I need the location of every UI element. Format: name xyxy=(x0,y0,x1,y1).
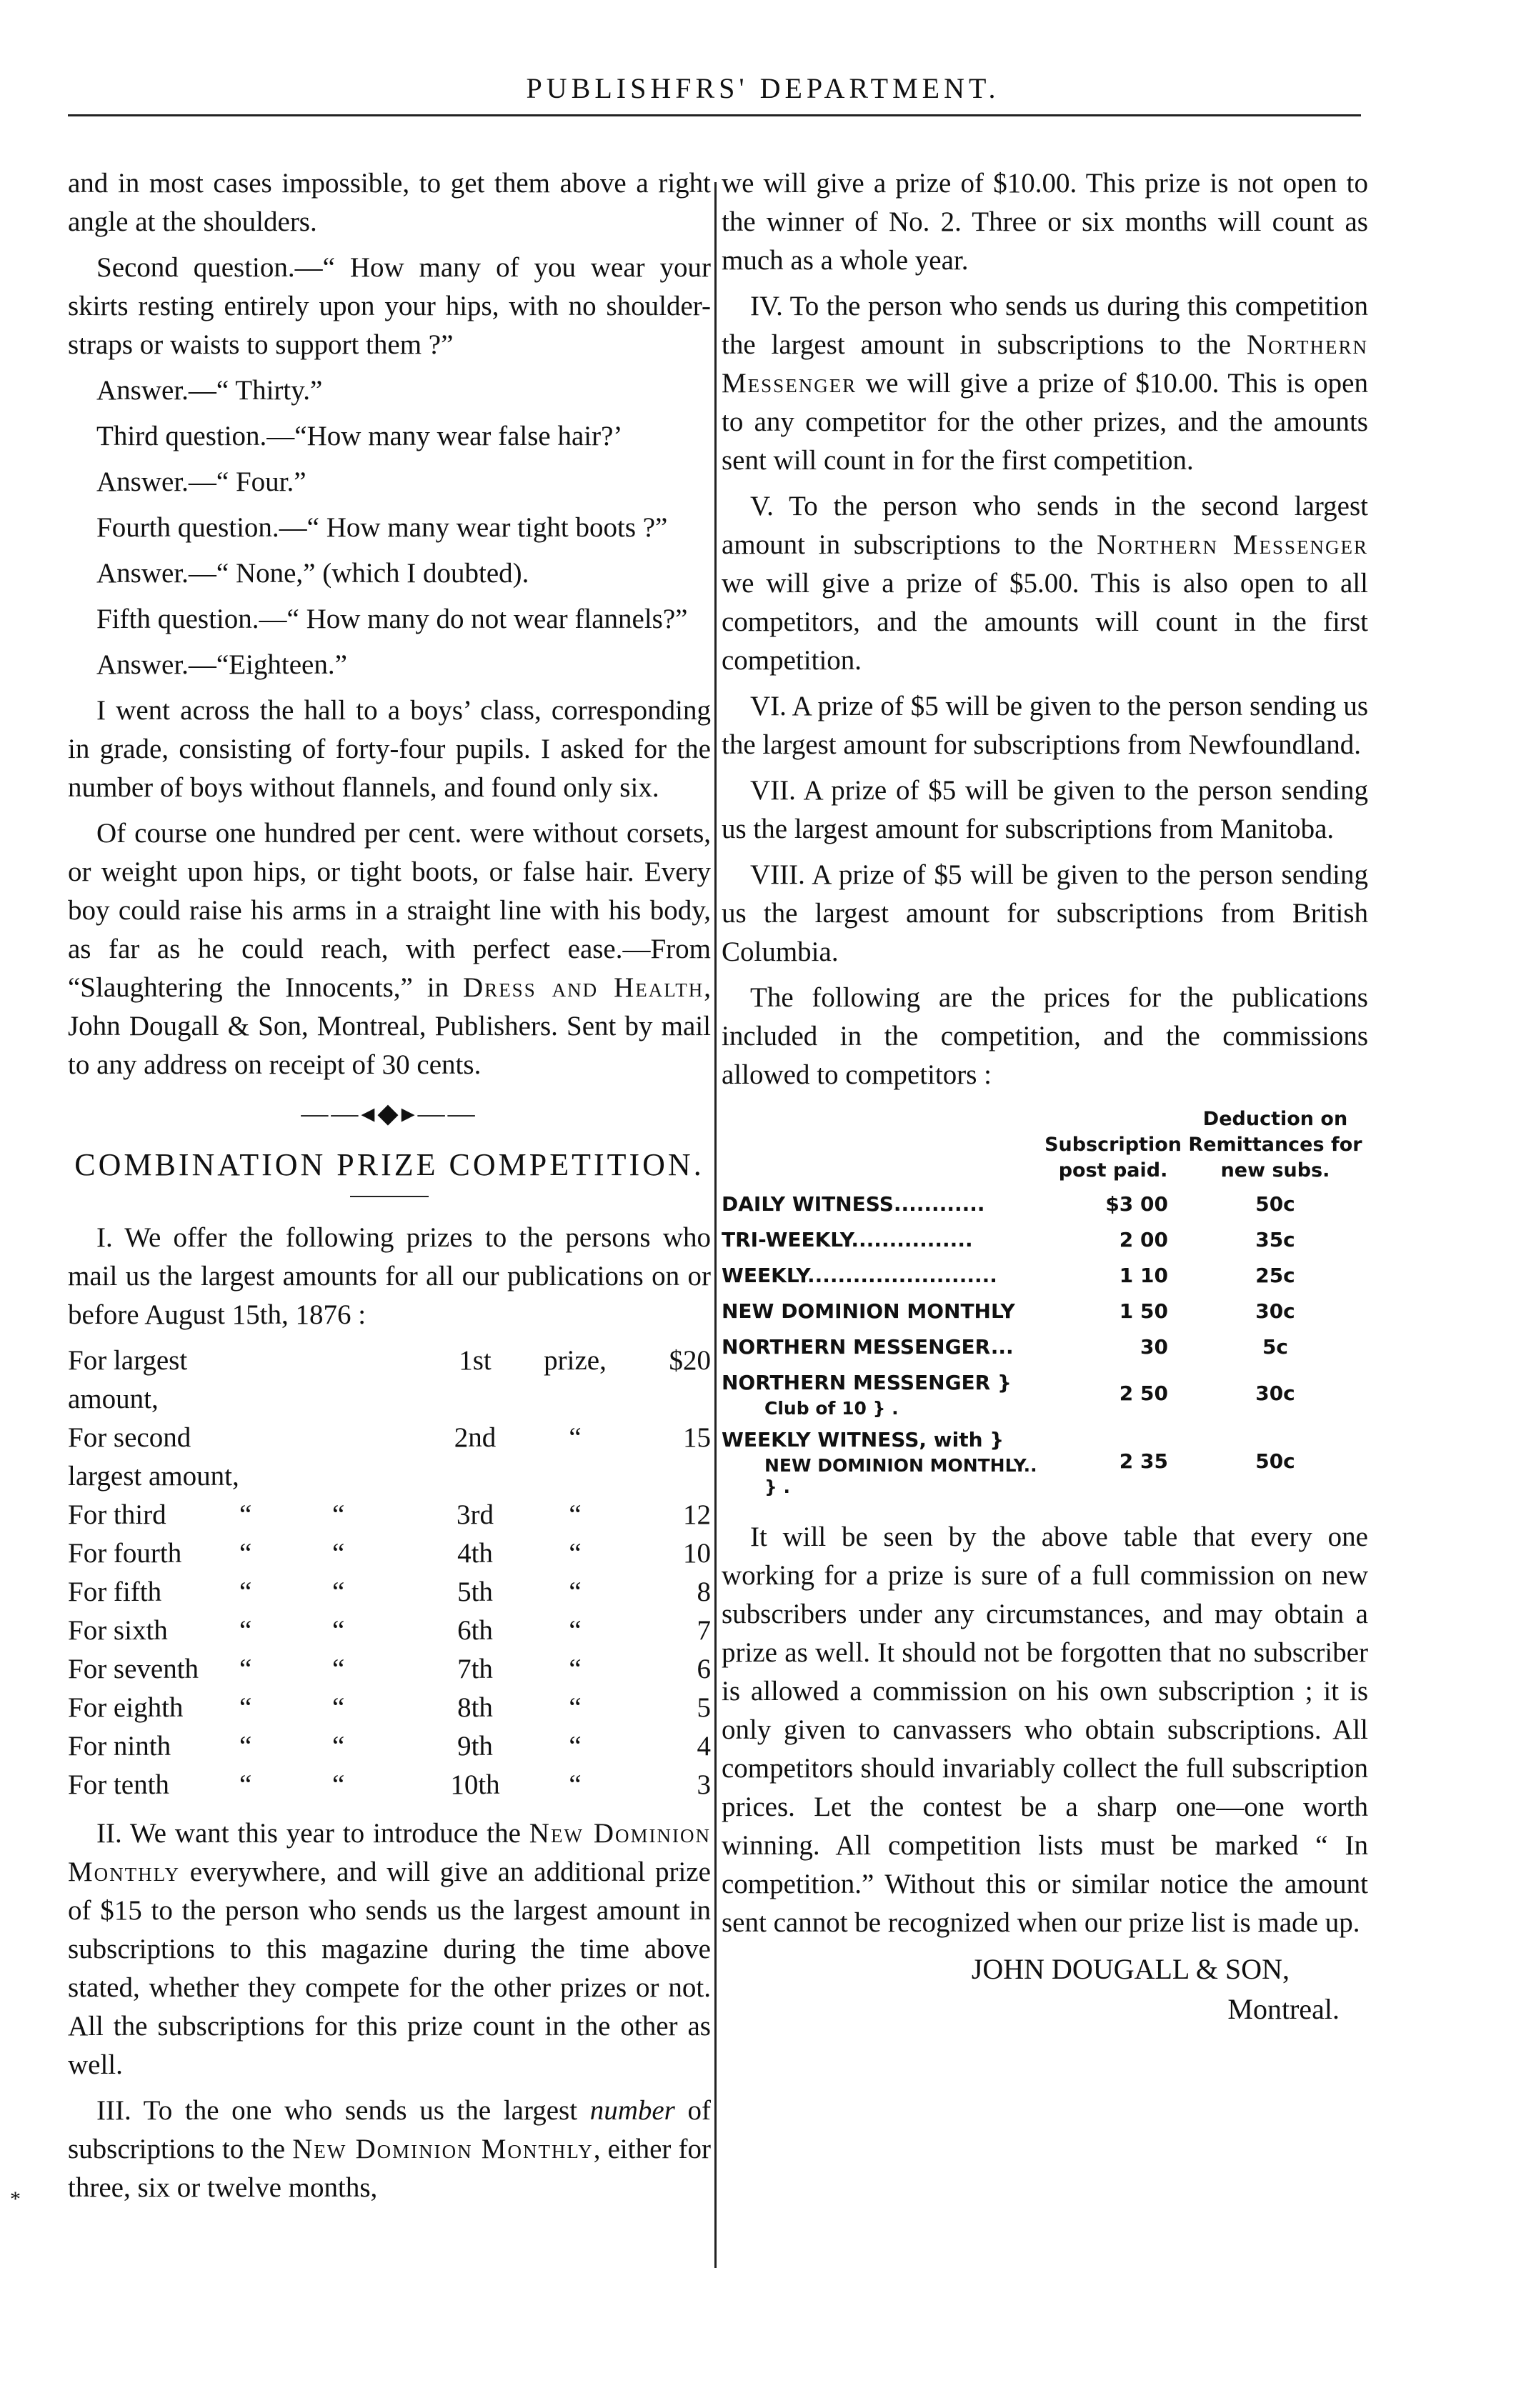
table-row xyxy=(68,1766,711,1804)
prize-label: For seventh xyxy=(68,1654,199,1684)
prize-amount: 12 xyxy=(683,1499,711,1530)
deduction-cell: 50c xyxy=(1255,1449,1295,1473)
publication-title: Northern Messenger xyxy=(722,329,1368,399)
paragraph: Fourth question.—“ How many wear tight boots ?” xyxy=(96,512,668,543)
paragraph: The following are the prices for the publications included in the competition, and the commissions allowed to competitors : xyxy=(722,982,1368,1090)
ditto-mark: “ xyxy=(332,1538,345,1569)
text: , either for three, six or twelve months, xyxy=(68,2134,711,2203)
margin-mark: * xyxy=(10,2187,21,2211)
paragraph: Answer.—“ None,” (which I doubted). xyxy=(96,558,529,589)
paragraph: Answer.—“ Thirty.” xyxy=(96,375,323,406)
prize-label: For second largest amount, xyxy=(68,1422,239,1492)
text: we will give a prize of $5.00. This is also open to all competitors, and the amounts will count in the first competition. xyxy=(722,568,1368,676)
column-header: Deduction on Remittances for new subs. xyxy=(1188,1108,1362,1181)
deduction-cell: 30c xyxy=(1255,1382,1295,1405)
ditto-mark xyxy=(239,1419,332,1496)
prize-amount: 10 xyxy=(683,1538,711,1569)
text: Of course one hundred per cent. were without corsets, or weight upon hips, or tight boots, or false hair. Every boy could raise his arms in a straight line with his body, as far as he could reach, with perfect ease.—From “Slaughtering the Innocents,” in xyxy=(68,818,711,1003)
paragraph: It will be seen by the above table that every one working for a prize is sure of a full commission on new subscribers under any circumstances, and may obtain a prize as well. It should not be forgotten that no subscriber is allowed a commission on his own subscription ; it is only given to canvassers who obtain subscriptions. All competitors should invariably collect the full subscription prices. Let the contest be a sharp one—one worth winning. All competition lists must be marked “ In competition.” Without this or similar notice the amount sent cannot be recognized when our prize list is made up. xyxy=(722,1522,1368,1938)
prize-amount: 8 xyxy=(697,1577,711,1607)
ditto-mark: “ xyxy=(239,1769,252,1800)
prize-label: For largest amount, xyxy=(68,1345,188,1414)
publication-name-cell xyxy=(722,1365,1044,1422)
publication-subname: NEW DOMINION MONTHLY.. } . xyxy=(764,1455,1037,1497)
paragraph xyxy=(722,487,1368,680)
table-row xyxy=(722,1222,1368,1258)
paragraph: Answer.—“Eighteen.” xyxy=(96,649,347,680)
short-rule xyxy=(350,1196,429,1197)
paragraph: we will give a prize of $10.00. This prize is not open to the winner of No. 2. Three or six months will count as much as a whole year. xyxy=(722,168,1368,276)
publication-name: DAILY WITNESS............ xyxy=(722,1192,985,1216)
ditto-mark: “ xyxy=(239,1538,252,1569)
deduction-cell: 35c xyxy=(1255,1228,1295,1252)
signature xyxy=(722,1949,1368,2029)
prize-label: For fifth xyxy=(68,1577,162,1607)
prize-label: For fourth xyxy=(68,1538,182,1569)
text: of subscriptions to the xyxy=(68,2095,711,2164)
paragraph: Second question.—“ How many of you wear your skirts resting entirely upon your hips, with no shoulder-straps or waists to support them ?” xyxy=(68,252,711,360)
deduction-cell: 5c xyxy=(1262,1335,1289,1359)
publication-name: NORTHERN MESSENGER... xyxy=(722,1335,1014,1359)
paragraph xyxy=(68,814,711,1084)
ditto-mark: “ xyxy=(332,1731,345,1762)
publication-name-cell xyxy=(722,1222,1044,1258)
prize-word: “ xyxy=(569,1538,582,1569)
paragraph: Fifth question.—“ How many do not wear flannels?” xyxy=(96,604,688,634)
publication-name-cell xyxy=(722,1186,1044,1222)
text: III. To the one who sends us the largest xyxy=(96,2095,590,2126)
publication-subname: Club of 10 } . xyxy=(764,1398,899,1419)
deduction-cell: 30c xyxy=(1255,1299,1295,1323)
prize-ordinal: 5th xyxy=(457,1577,493,1607)
ditto-mark: “ xyxy=(239,1577,252,1607)
table-row xyxy=(722,1294,1368,1329)
prize-ordinal: 8th xyxy=(457,1692,493,1723)
ditto-mark: “ xyxy=(332,1654,345,1684)
ditto-mark: “ xyxy=(239,1499,252,1530)
table-row xyxy=(68,1573,711,1612)
prize-label: For sixth xyxy=(68,1615,168,1646)
prize-word: “ xyxy=(569,1422,582,1453)
text: II. We want this year to introduce the xyxy=(96,1818,529,1849)
text: IV. To the person who sends us during this competition the largest amount in subscriptions to the xyxy=(722,291,1368,360)
price-cell: 2 50 xyxy=(1119,1382,1168,1405)
publication-name: TRI-WEEKLY................ xyxy=(722,1228,973,1252)
column-header: Subscription post paid. xyxy=(1044,1134,1182,1181)
ditto-mark: “ xyxy=(332,1692,345,1723)
ditto-mark: “ xyxy=(239,1692,252,1723)
publication-name-cell xyxy=(722,1422,1044,1501)
prize-table xyxy=(68,1342,711,1804)
ornament-divider: ——◂◆▸—— xyxy=(301,1099,478,1129)
deduction-cell: 50c xyxy=(1255,1192,1295,1216)
publication-name: NORTHERN MESSENGER } xyxy=(722,1371,1012,1394)
prize-amount: 3 xyxy=(697,1769,711,1800)
publication-title: New Dominion Monthly xyxy=(68,1818,711,1887)
price-cell: 1 50 xyxy=(1119,1299,1168,1323)
publication-title: Dress and Health xyxy=(463,972,704,1003)
table-row xyxy=(68,1727,711,1766)
prize-label: For eighth xyxy=(68,1692,184,1723)
prize-amount: 5 xyxy=(697,1692,711,1723)
price-cell: 1 10 xyxy=(1119,1264,1168,1287)
table-row xyxy=(68,1496,711,1534)
prize-ordinal: 6th xyxy=(457,1615,493,1646)
emphasis: number xyxy=(589,2095,675,2126)
ditto-mark xyxy=(332,1342,425,1419)
prize-word: “ xyxy=(569,1731,582,1762)
prize-amount: 4 xyxy=(697,1731,711,1762)
ditto-mark: “ xyxy=(332,1577,345,1607)
paragraph: and in most cases impossible, to get them above a right angle at the shoulders. xyxy=(68,168,711,237)
signature-city: Montreal. xyxy=(1227,1993,1340,2025)
prize-amount: 6 xyxy=(697,1654,711,1684)
ditto-mark: “ xyxy=(332,1615,345,1646)
publication-name-cell xyxy=(722,1294,1044,1329)
column-header xyxy=(722,1106,1044,1186)
publication-name: WEEKLY WITNESS, with } xyxy=(722,1428,1004,1452)
ditto-mark xyxy=(239,1342,332,1419)
column-divider xyxy=(714,182,717,2268)
prize-amount: 15 xyxy=(683,1422,711,1453)
paragraph: Answer.—“ Four.” xyxy=(96,466,306,497)
ditto-mark: “ xyxy=(239,1615,252,1646)
prize-ordinal: 10th xyxy=(450,1769,500,1800)
deduction-cell: 25c xyxy=(1255,1264,1295,1287)
table-row xyxy=(68,1534,711,1573)
table-row xyxy=(68,1342,711,1419)
prize-amount: 7 xyxy=(697,1615,711,1646)
price-cell: 2 00 xyxy=(1119,1228,1168,1252)
prize-word: “ xyxy=(569,1692,582,1723)
paragraph xyxy=(68,1814,711,2084)
text: , John Dougall & Son, Montreal, Publishers. Sent by mail to any address on receipt of 30 cents. xyxy=(68,972,711,1080)
table-row xyxy=(68,1650,711,1689)
publication-title: New Dominion Monthly xyxy=(292,2134,594,2164)
text: we will give a prize of $10.00. This is open to any competitor for the other prizes, and the amounts sent will count in for the first competition. xyxy=(722,368,1368,476)
prize-amount: $20 xyxy=(669,1345,711,1376)
ditto-mark xyxy=(332,1419,425,1496)
publication-name-cell xyxy=(722,1258,1044,1294)
paragraph: I. We offer the following prizes to the persons who mail us the largest amounts for all our publications on or before August 15th, 1876 : xyxy=(68,1222,711,1330)
text: V. To the person who sends in the second largest amount in subscriptions to the xyxy=(722,491,1368,560)
prize-label: For tenth xyxy=(68,1769,169,1800)
paragraph: VII. A prize of $5 will be given to the person sending us the largest amount for subscriptions from Manitoba. xyxy=(722,775,1368,844)
prize-ordinal: 7th xyxy=(457,1654,493,1684)
text: everywhere, and will give an additional prize of $15 to the person who sends us the largest amount in subscriptions to this magazine during the time above stated, whether they compete for the other prizes or not. All the subscriptions for this prize count in the other as well. xyxy=(68,1857,711,2080)
table-row xyxy=(68,1612,711,1650)
ditto-mark: “ xyxy=(239,1654,252,1684)
header-rule xyxy=(68,114,1361,119)
table-row xyxy=(722,1329,1368,1365)
publication-name-cell xyxy=(722,1329,1044,1365)
prize-label: For ninth xyxy=(68,1731,171,1762)
table-row xyxy=(722,1186,1368,1222)
paragraph: Third question.—“How many wear false hair?’ xyxy=(96,421,623,451)
paragraph: I went across the hall to a boys’ class, corresponding in grade, consisting of forty-four pupils. I asked for the number of boys without flannels, and found only six. xyxy=(68,695,711,803)
prize-word: “ xyxy=(569,1769,582,1800)
page-header: PUBLISHFRS' DEPARTMENT. xyxy=(526,72,1000,104)
ditto-mark: “ xyxy=(332,1769,345,1800)
prize-ordinal: 9th xyxy=(457,1731,493,1762)
table-row xyxy=(722,1422,1368,1501)
price-table xyxy=(722,1106,1368,1501)
publication-title: Northern Messenger xyxy=(1096,529,1368,560)
prize-ordinal: 2nd xyxy=(454,1422,497,1453)
ditto-mark: “ xyxy=(332,1499,345,1530)
ditto-mark: “ xyxy=(239,1731,252,1762)
prize-ordinal: 1st xyxy=(459,1345,492,1376)
prize-word: “ xyxy=(569,1499,582,1530)
paragraph: VIII. A prize of $5 will be given to the person sending us the largest amount for subscriptions from British Columbia. xyxy=(722,859,1368,967)
prize-ordinal: 3rd xyxy=(457,1499,494,1530)
prize-word: “ xyxy=(569,1577,582,1607)
price-cell: 30 xyxy=(1140,1335,1168,1359)
prize-label: For third xyxy=(68,1499,166,1530)
prize-word: “ xyxy=(569,1615,582,1646)
prize-ordinal: 4th xyxy=(457,1538,493,1569)
paragraph xyxy=(722,287,1368,480)
table-row xyxy=(68,1689,711,1727)
publication-name: NEW DOMINION MONTHLY xyxy=(722,1299,1015,1323)
right-column xyxy=(722,164,1368,2029)
left-column xyxy=(68,164,711,2214)
price-cell: 2 35 xyxy=(1119,1449,1168,1473)
table-row xyxy=(722,1365,1368,1422)
table-row xyxy=(722,1258,1368,1294)
paragraph xyxy=(68,2092,711,2207)
prize-word: “ xyxy=(569,1654,582,1684)
prize-word: prize, xyxy=(544,1345,607,1376)
publication-name: WEEKLY......................... xyxy=(722,1264,997,1287)
signature-name: JOHN DOUGALL & SON, xyxy=(971,1953,1290,1985)
paragraph: VI. A prize of $5 will be given to the person sending us the largest amount for subscriptions from Newfoundland. xyxy=(722,691,1368,760)
table-row xyxy=(68,1419,711,1496)
section-title: COMBINATION PRIZE COMPETITION. xyxy=(74,1147,704,1182)
price-cell: $3 00 xyxy=(1105,1192,1168,1216)
